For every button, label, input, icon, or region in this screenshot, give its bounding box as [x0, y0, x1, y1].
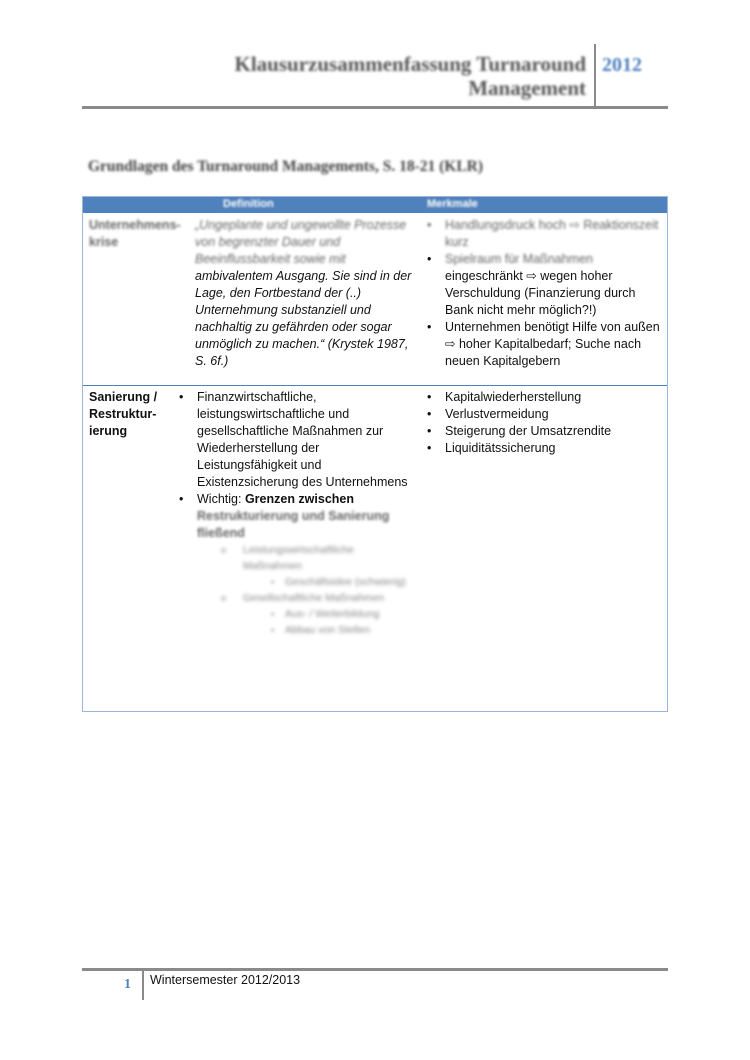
footer-text: Wintersemester 2012/2013	[150, 973, 301, 987]
list-item: • Finanzwirtschaftliche, leistungswirtschaftliche und gesellschaftliche Maßnahmen zur Wiederherstellung der Leistungsfähigkeit und Existenzsicherung des Unternehmens	[175, 389, 413, 491]
header-divider	[594, 44, 596, 106]
footer-divider	[142, 968, 144, 1000]
merkmale-unternehmenskrise	[423, 217, 663, 370]
section-title: Grundlagen des Turnaround Managements, S. 18-21 (KLR)	[88, 158, 484, 175]
column-header-definition: Definition	[223, 198, 274, 210]
page-header	[82, 44, 668, 110]
column-header-merkmale: Merkmale	[427, 198, 478, 210]
sub-list-item: ▪ Geschäftsidee (schwierig)	[175, 574, 413, 590]
sub-list-item: ▪ Abbau von Stellen	[175, 622, 413, 638]
definition-unternehmenskrise: „Ungeplante und ungewollte Prozesse von begrenzter Dauer und Beeinflussbarkeit sowie mit ambivalentem Ausgang. Sie sind in der Lage, den Fortbestand der (..) Unternehmung substanziell und nachhaltig zu gefährden oder sogar unmöglich zu machen.“ (Krystek 1987, S. 6f.)	[195, 218, 412, 368]
sub-list-item: o Gesellschaftliche Maßnahmen	[175, 590, 413, 606]
list-item: • Kapitalwiederherstellung	[423, 389, 663, 406]
sub-list-item: o Leistungswirtschaftliche Maßnahmen	[175, 542, 413, 574]
list-item: • Wichtig: Grenzen zwischen Restrukturierung und Sanierung fließend	[175, 491, 413, 542]
header-year: 2012	[602, 54, 642, 76]
list-item: • Spielraum für Maßnahmen eingeschränkt ⇨ wegen hoher Verschuldung (Finanzierung durch Bank nicht mehr möglich?!)	[423, 251, 663, 319]
document-title: Klausurzusammenfassung Turnaround Management	[234, 52, 586, 100]
page-number: 1	[124, 977, 131, 992]
header-rule	[82, 106, 668, 109]
summary-table	[82, 196, 668, 712]
list-item: • Liquiditätssicherung	[423, 440, 663, 457]
sub-list-item: ▪ Aus- / Weiterbildung	[175, 606, 413, 622]
row-label-sanierung: Sanierung / Restruktur-ierung	[89, 390, 158, 438]
table-header	[83, 197, 667, 213]
list-item: • Handlungsdruck hoch ⇨ Reaktionszeit kurz	[423, 217, 663, 251]
list-item: • Steigerung der Umsatzrendite	[423, 423, 663, 440]
row-label-unternehmenskrise: Unternehmens-krise	[89, 218, 181, 249]
row-separator	[83, 385, 667, 386]
list-item: • Verlustvermeidung	[423, 406, 663, 423]
definition-sanierung	[175, 389, 413, 638]
merkmale-sanierung	[423, 389, 663, 457]
list-item: • Unternehmen benötigt Hilfe von außen ⇨ hoher Kapitalbedarf; Suche nach neuen Kapitalgebern	[423, 319, 663, 370]
sub-list	[175, 542, 413, 638]
footer-rule	[82, 968, 668, 971]
